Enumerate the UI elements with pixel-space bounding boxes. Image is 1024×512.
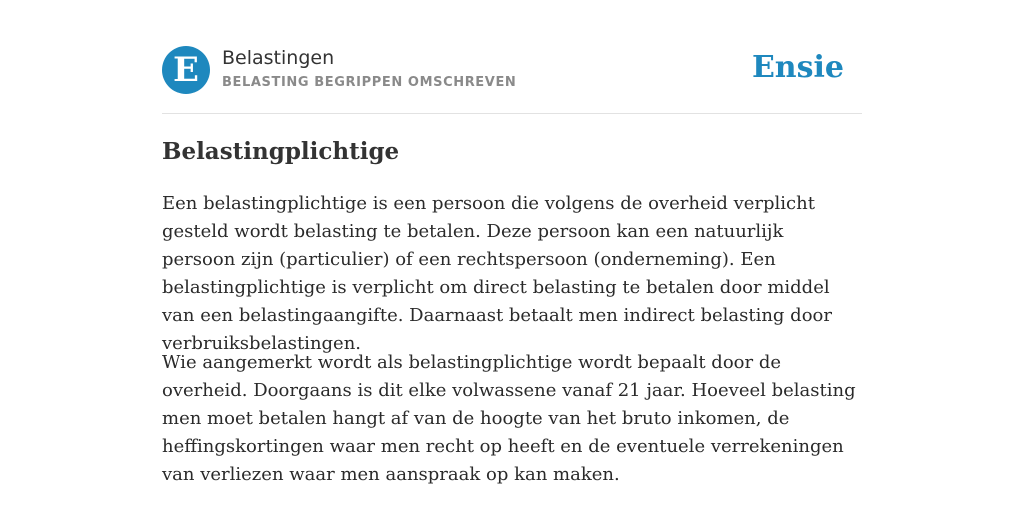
article-title: Belastingplichtige [162, 138, 400, 165]
site-subtitle: BELASTING BEGRIPPEN OMSCHREVEN [222, 75, 517, 90]
header-divider [162, 113, 862, 114]
page [162, 0, 862, 512]
site-logo-icon[interactable]: E [162, 46, 210, 94]
article-paragraph-1: Een belastingplichtige is een persoon die volgens de overheid verplicht gesteld wordt belasting te betalen. Deze persoon kan een natuurlijk persoon zijn (particulier) of een rechtspersoon (onderneming). Een belastingplichtige is verplicht om direct belasting te betalen door middel van een belastingaangifte. Daarnaast betaalt men indirect belasting door verbruiksbelastingen. [162, 193, 832, 354]
site-header [162, 46, 862, 96]
article-paragraph-2: Wie aangemerkt wordt als belastingplichtige wordt bepaalt door de overheid. Doorgaans is dit elke volwassene vanaf 21 jaar. Hoeveel belasting men moet betalen hangt af van de hoogte van het bruto inkomen, de heffingskortingen waar men recht op heeft en de eventuele verrekeningen van verliezen waar men aanspraak op kan maken. [162, 352, 856, 485]
site-title[interactable]: Belastingen [222, 47, 335, 69]
brand-logo[interactable]: Ensie [751, 50, 844, 85]
